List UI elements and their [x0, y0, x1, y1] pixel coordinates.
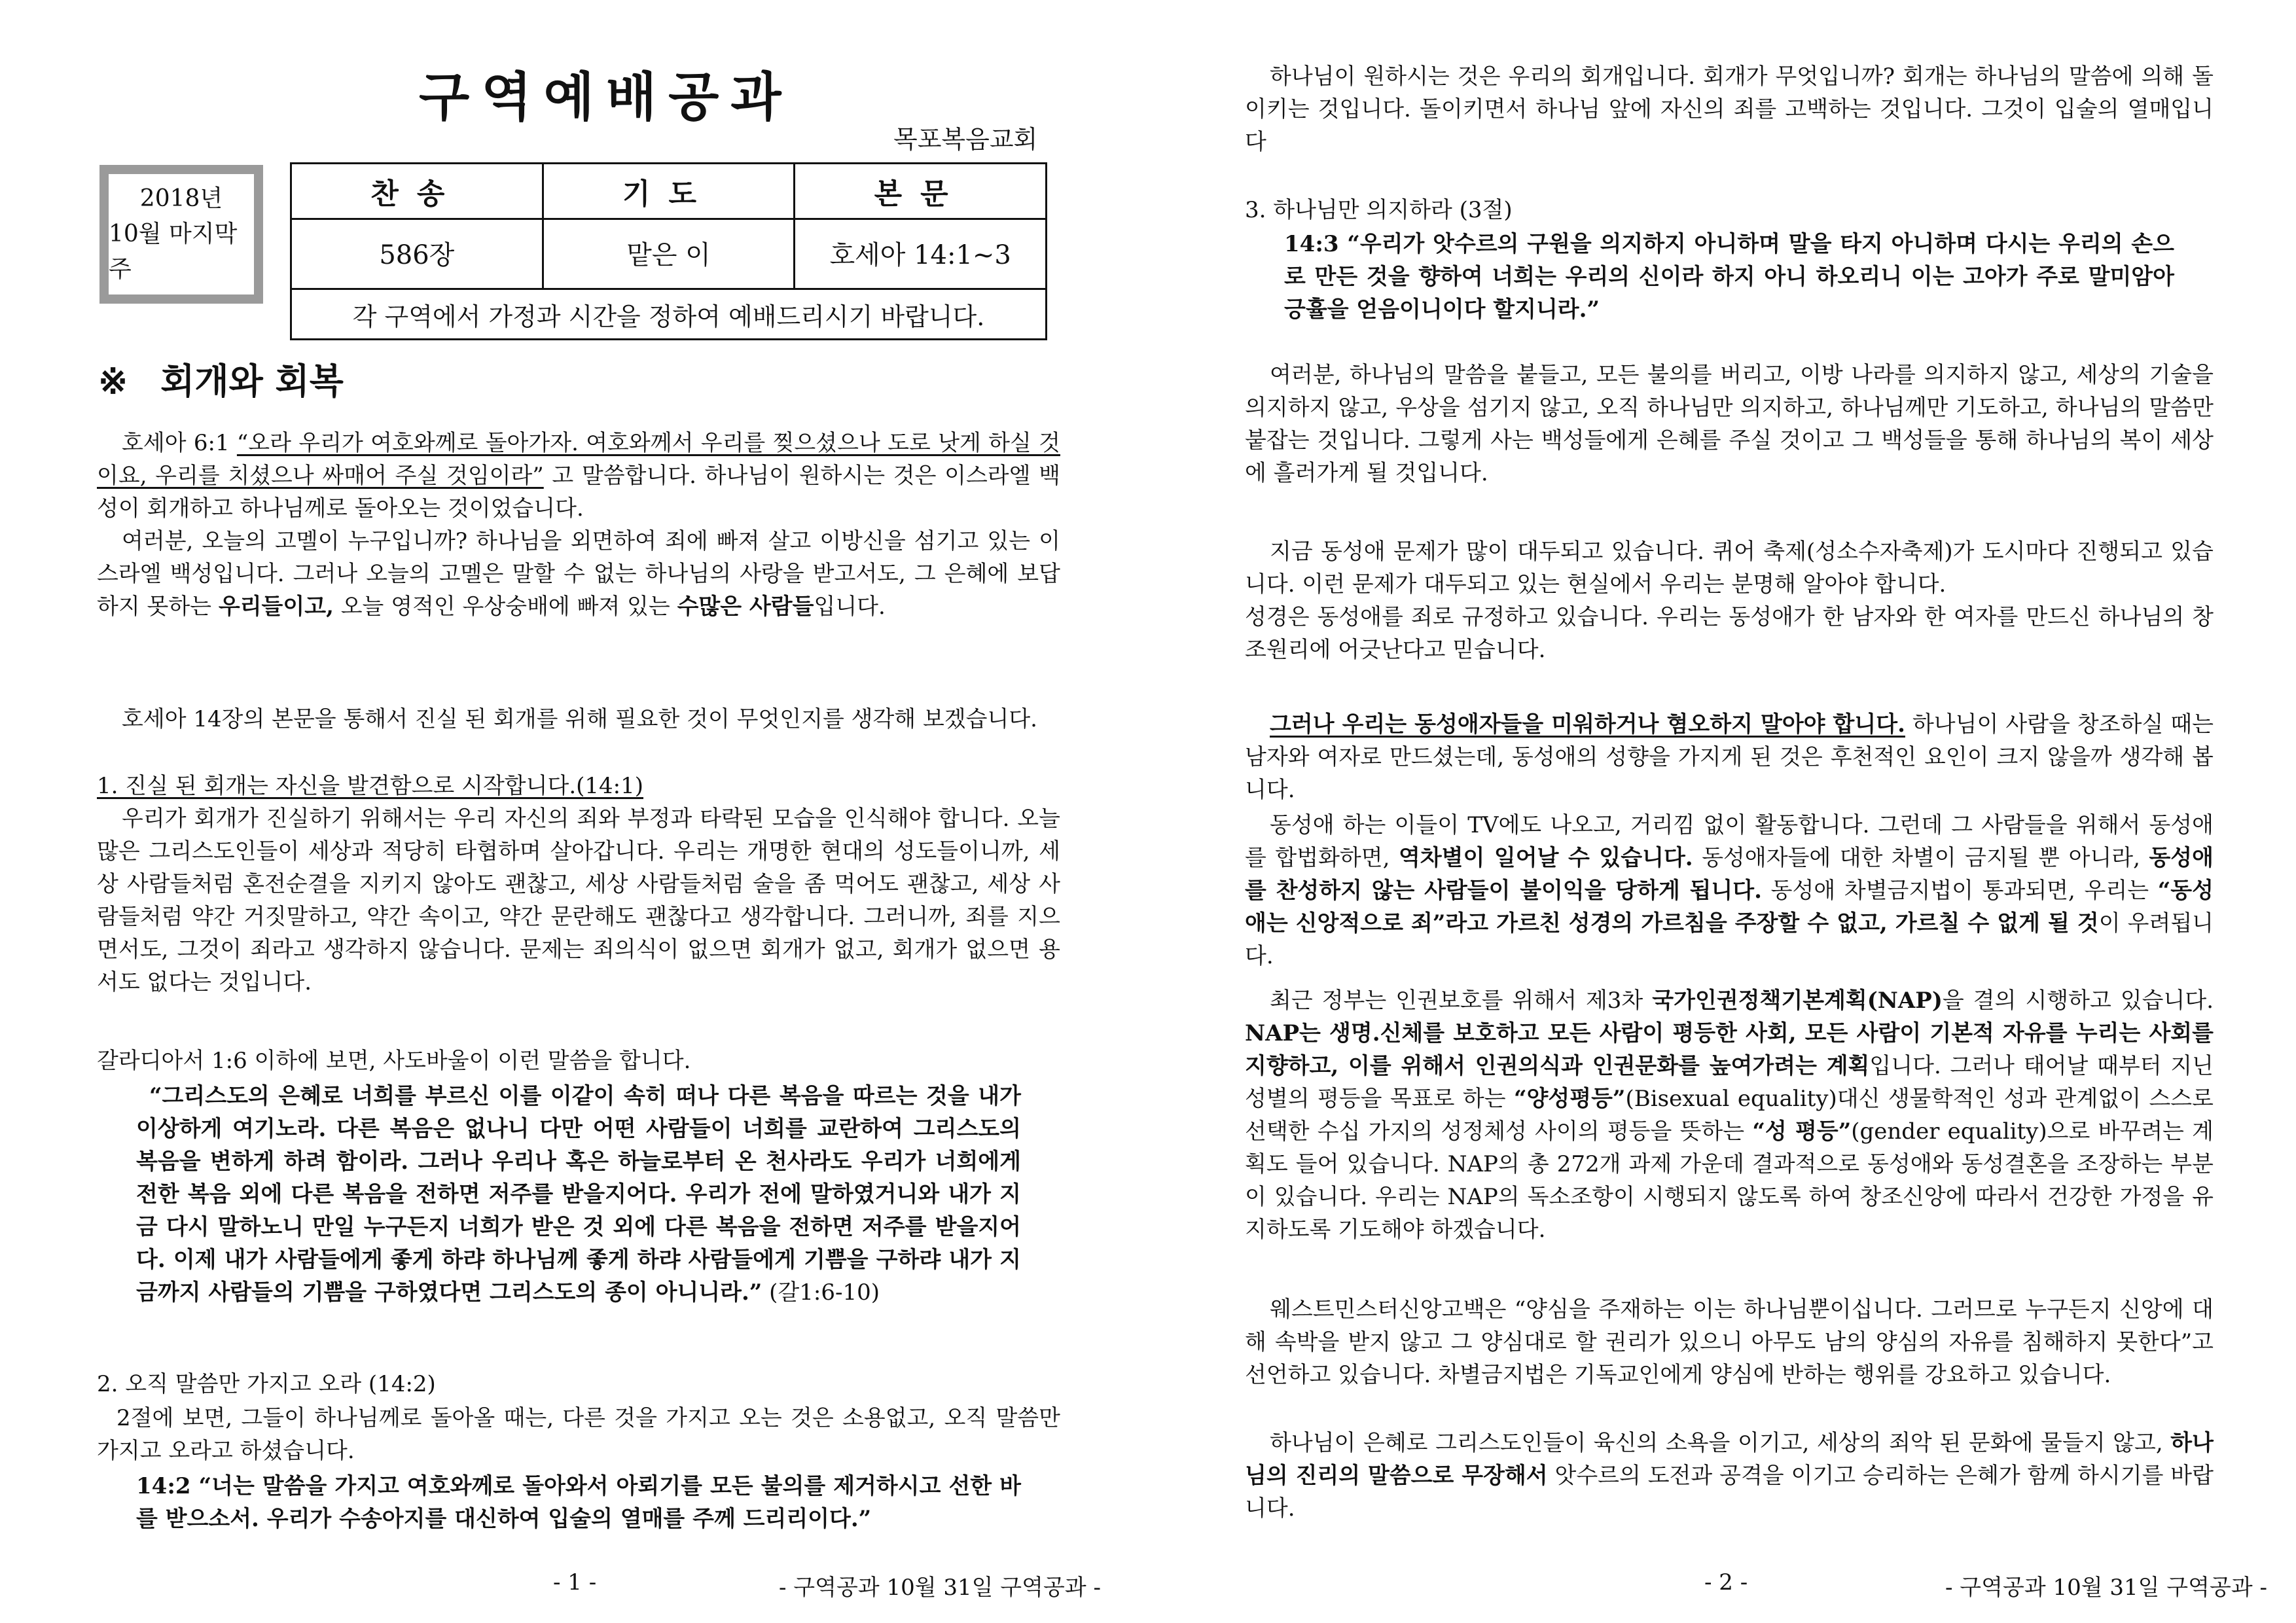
date-box [99, 165, 263, 304]
nap-f: “양성평등” [1514, 1086, 1626, 1112]
date-year: 2018년 [139, 185, 223, 212]
closing-c: 앗수르의 도전과 공격을 이기고 승리하는 은혜가 함께 하시기를 바랍니다. [1245, 1463, 2214, 1522]
paragraph-closing [1245, 1427, 2214, 1525]
reference-mark-icon: ※ [98, 360, 128, 402]
love-a: 그러나 우리는 동성애자들을 미워하거나 혐오하지 말아야 합니다. [1270, 711, 1905, 738]
paragraph-love [1245, 708, 2214, 806]
intro-quote: “오라 우리가 여호와께로 돌아가자. 여호와께서 우리를 찢으셨으나 도로 낫게 하실 것이요, 우리를 치셨으나 싸매어 주실 것임이라” [97, 430, 1060, 489]
nap-i: (gender equality)으로 바꾸려는 계획도 들어 있습니다. NAP의 총 272개 과제 가운데 결과적으로 동성애와 동성결혼을 조장하는 부분이 있습니다. 우리는 NAP의 독소조항이 시행되지 않도록 하여 창조신앙에 따라서 건강한 가정을 유지하도록 기도해야 하겠습니다. [1245, 1118, 2214, 1243]
nap-c: 을 결의 시행하고 있습니다. [1942, 988, 2214, 1014]
paragraph-outline: 호세아 14장의 본문을 통해서 진실 된 회개를 위해 필요한 것이 무엇인지를 생각해 보겠습니다. [122, 706, 1037, 732]
closing-a: 하나님이 은혜로 그리스도인들이 육신의 소욕을 이기고, 세상의 죄악 된 문화에 물들지 않고, [1270, 1430, 2171, 1456]
gomer-a: 여러분, 오늘의 고멜이 누구입니까? 하나님을 외면하여 죄에 빠져 살고 이방신을 섬기고 있는 이스라엘 백성입니다. 그러나 오늘의 고멜은 말할 수 없는 하나님의 사랑을 받고서도, 그 은혜에 보답하지 못하는 [97, 528, 1060, 620]
paragraph-issue: 지금 동성애 문제가 많이 대두되고 있습니다. 퀴어 축제(성소수자축제)가 도시마다 진행되고 있습니다. 이런 문제가 대두되고 있는 현실에서 우리는 분명해 알아야 합니다. [1245, 539, 2214, 597]
church-name: 목포복음교회 [893, 125, 1038, 154]
table-value-row [292, 218, 1045, 290]
love-b: 하나님이 사람을 창조하실 때는 남자와 여자로 만드셨는데, 동성애의 성향을 가지게 된 것은 후천적인 요인이 크지 않을까 생각해 봅니다. [1245, 711, 2214, 803]
heading-point-3: 3. 하나님만 의지하라 (3절) [1245, 197, 1513, 223]
header-scripture: 본문 [874, 177, 967, 211]
gomer-b: 우리들이고, [218, 594, 334, 620]
heading-point-1-text: 1. 진실 된 회개는 자신을 발견함으로 시작합니다.(14:1) [97, 773, 644, 799]
value-prayer: 맡은 이 [544, 218, 796, 288]
quote-hosea-14-3: 14:3 “우리가 앗수르의 구원을 의지하지 아니하며 말을 타지 아니하며 다시는 우리의 손으로 만든 것을 향하여 너희는 우리의 신이라 하지 아니 하오리니 이는 고아가 주로 말미암아 긍휼을 얻음이니이다 할지니라.” [1284, 231, 2174, 323]
nap-g: (Bisexual equality)대신 생물학적인 성과 관계없이 스스로 선택한 수십 가지의 성정체성 사이의 평등을 뜻하는 [1245, 1086, 2214, 1145]
nap-e: 입니다. 그러나 태어날 때부터 지닌 성별의 평등을 목표로 하는 [1245, 1053, 2214, 1112]
closing-b: 하나님의 진리의 말씀으로 무장해서 [1245, 1430, 2214, 1489]
value-hymn: 586장 [292, 218, 544, 288]
page-title: 구역예배공과 [419, 66, 793, 128]
paragraph-repentance: 하나님이 원하시는 것은 우리의 회개입니다. 회개가 무엇입니까? 회개는 하나님의 말씀에 의해 돌이키는 것입니다. 돌이키면서 하나님 앞에 자신의 죄를 고백하는 것입니다. 그것이 입술의 열매입니다 [1245, 63, 2214, 155]
heading-point-1 [97, 770, 1060, 802]
gomer-c: 오늘 영적인 우상숭배에 빠져 있는 [333, 594, 677, 620]
paragraph-intro [97, 427, 1060, 525]
quote-hosea-14-2: 14:2 “너는 말씀을 가지고 여호와께로 돌아와서 아뢰기를 모든 불의를 제거하시고 선한 바를 받으소서. 우리가 수송아지를 대신하여 입술의 열매를 주께 드리리이다.” [136, 1473, 1021, 1532]
section-title-text: 회개와 회복 [160, 360, 344, 402]
table-header-row [292, 164, 1045, 220]
page-number: - 2 - [1704, 1569, 1748, 1596]
law-b: 역차별이 일어날 수 있습니다. [1398, 845, 1693, 871]
table-note-row [292, 290, 1045, 338]
page-footer: - 구역공과 10월 31일 구역공과 - [1945, 1575, 2267, 1601]
nap-a: 최근 정부는 인권보호를 위해서 제3차 [1270, 988, 1653, 1014]
gomer-d: 수많은 사람들 [677, 594, 814, 620]
header-prayer: 기도 [544, 164, 796, 218]
paragraph-nap [1245, 984, 2214, 1246]
law-g: 이 우려됩니다. [1245, 910, 2214, 969]
header-hymn: 찬송 [292, 164, 544, 218]
worship-info-table [290, 162, 1047, 340]
paragraph-point-1: 우리가 회개가 진실하기 위해서는 우리 자신의 죄와 부정과 타락된 모습을 인식해야 합니다. 오늘 많은 그리스도인들이 세상과 적당히 타협하며 살아갑니다. 우리는 개명한 현대의 성도들이니까, 세상 사람들처럼 혼전순결을 지키지 않아도 괜찮고, 세상 사람들처럼 술을 좀 먹어도 괜찮고, 세상 사람들처럼 약간 거짓말하고, 약간 속이고, 약간 문란해도 괜찮다고 생각합니다. 그러니까, 죄를 지으면서도, 그것이 죄라고 생각하지 않습니다. 문제는 죄의식이 없으면 회개가 없고, 회개가 없으면 용서도 없다는 것입니다. [97, 806, 1060, 995]
paragraph-point-2: 2절에 보면, 그들이 하나님께로 돌아올 때는, 다른 것을 가지고 오는 것은 소용없고, 오직 말씀만 가지고 오라고 하셨습니다. [97, 1405, 1060, 1464]
paragraph-law [1245, 809, 2214, 972]
nap-b: 국가인권정책기본계획(NAP) [1652, 988, 1943, 1014]
intro-lead: 호세아 6:1 [122, 430, 237, 456]
page-number: - 1 - [553, 1569, 597, 1596]
heading-point-2: 2. 오직 말씀만 가지고 오라 (14:2) [97, 1371, 436, 1397]
law-d: 동성애를 찬성하지 않는 사람들이 불이익을 당하게 됩니다. [1245, 845, 2214, 904]
quote-galatians-ref: (갈1:6-10) [762, 1279, 880, 1306]
date-week: 10월 마지막주 [109, 221, 238, 283]
paragraph-scripture-view: 성경은 동성애를 죄로 규정하고 있습니다. 우리는 동성애가 한 남자와 한 여자를 만드신 하나님의 창조원리에 어긋난다고 믿습니다. [1245, 604, 2214, 663]
page-footer: - 구역공과 10월 31일 구역공과 - [779, 1575, 1101, 1601]
law-a: 동성애 하는 이들이 TV에도 나오고, 거리낌 없이 활동합니다. 그런데 그 사람들을 위해서 동성애를 합법화하면, [1245, 812, 2214, 871]
law-c: 동성애자들에 대한 차별이 금지될 뿐 아니라, [1693, 845, 2149, 871]
value-scripture: 호세아 14:1~3 [829, 240, 1011, 270]
quote-galatians [136, 1080, 1021, 1309]
table-note: 각 구역에서 가정과 시간을 정하여 예배드리시기 바랍니다. [352, 302, 985, 331]
page-2 [1148, 0, 2296, 1623]
law-f: “동성애는 신앙적으로 죄”라고 가르친 성경의 가르침을 주장할 수 없고, 가르칠 수 없게 될 것 [1245, 878, 2214, 936]
gomer-e: 입니다. [814, 594, 886, 620]
paragraph-westminster: 웨스트민스터신앙고백은 “양심을 주재하는 이는 하나님뿐이십니다. 그러므로 누구든지 신앙에 대해 속박을 받지 않고 그 양심대로 할 권리가 있으니 아무도 남의 양심의 자유를 침해하지 못한다”고 선언하고 있습니다. 차별금지법은 기독교인에게 양심에 반하는 행위를 강요하고 있습니다. [1245, 1296, 2214, 1388]
intro-rest: 고 말씀합니다. 하나님이 원하시는 것은 이스라엘 백성이 회개하고 하나님께로 돌아오는 것이었습니다. [97, 463, 1060, 522]
nap-d: NAP는 생명.신체를 보호하고 모든 사람이 평등한 사회, 모든 사람이 기본적 자유를 누리는 사회를 지향하고, 이를 위해서 인권의식과 인권문화를 높여가려는 계획 [1245, 1020, 2214, 1079]
law-e: 동성애 차별금지법이 통과되면, 우리는 [1761, 878, 2158, 904]
section-title [98, 355, 344, 407]
paragraph-rely: 여러분, 하나님의 말씀을 붙들고, 모든 불의를 버리고, 이방 나라를 의지하지 않고, 세상의 기술을 의지하지 않고, 우상을 섬기지 않고, 오직 하나님만 의지하고, 하나님께만 기도하고, 하나님의 말씀만 붙잡는 것입니다. 그렇게 사는 백성들에게 은혜를 주실 것이고 그 백성들을 통해 하나님의 복이 세상에 흘러가게 될 것입니다. [1245, 362, 2214, 486]
quote-galatians-text: “그리스도의 은혜로 너희를 부르신 이를 이같이 속히 떠나 다른 복음을 따르는 것을 내가 이상하게 여기노라. 다른 복음은 없나니 다만 어떤 사람들이 너희를 교란하여 그리스도의 복음을 변하게 하려 함이라. 그러나 우리나 혹은 하늘로부터 온 천사라도 우리가 너희에게 전한 복음 외에 다른 복음을 전하면 저주를 받을지어다. 우리가 전에 말하였거니와 내가 지금 다시 말하노니 만일 누구든지 너희가 받은 것 외에 다른 복음을 전하면 저주를 받을지어다. 이제 내가 사람들에게 좋게 하랴 하나님께 좋게 하랴 사람들에게 기쁨을 구하랴 내가 지금까지 사람들의 기쁨을 구하였다면 그리스도의 종이 아니니라.” [136, 1083, 1021, 1306]
nap-h: “성 평등” [1752, 1118, 1852, 1145]
paragraph-galatians-intro: 갈라디아서 1:6 이하에 보면, 사도바울이 이런 말씀을 합니다. [97, 1048, 691, 1074]
paragraph-gomer [97, 525, 1060, 623]
